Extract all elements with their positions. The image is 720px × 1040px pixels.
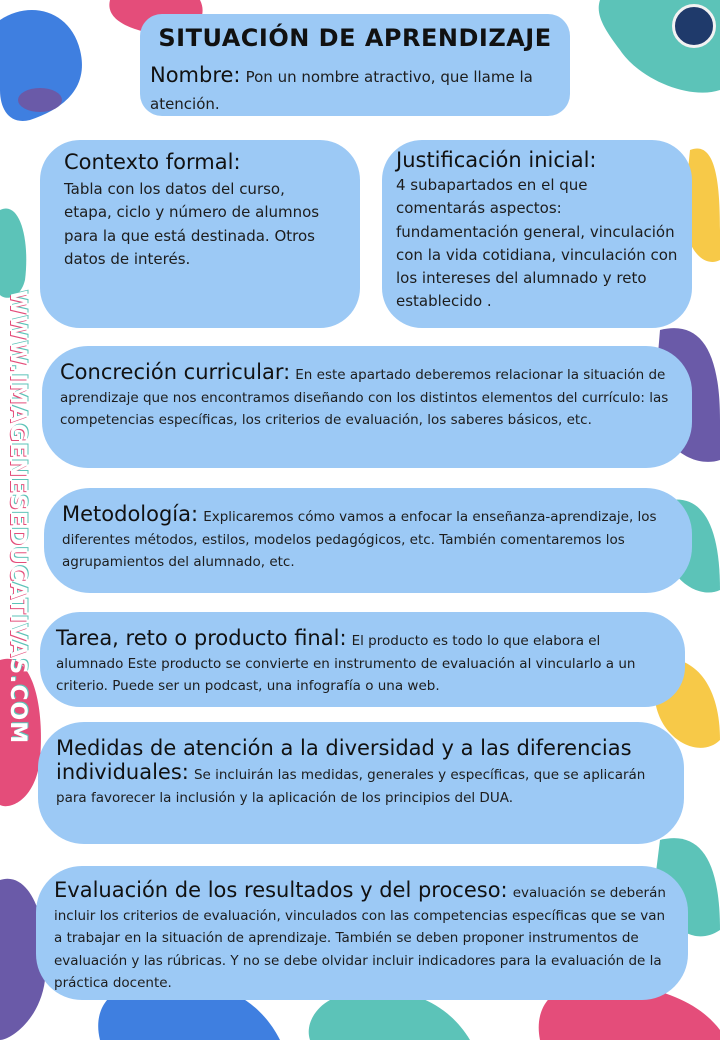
tarea-label: Tarea, reto o producto final:: [56, 626, 347, 650]
medidas-text: Se incluirán las medidas, generales y específicas, que se aplicarán para favorecer la inclusión y la aplicación de los principios del DUA.: [56, 767, 646, 806]
concrecion-box: [42, 346, 692, 468]
brand-logo: [672, 4, 716, 48]
website-watermark: WWW.IMAGENESEDUCATIVAS.COM: [5, 290, 30, 745]
metodologia-text: Explicaremos cómo vamos a enfocar la enseñanza-aprendizaje, los diferentes métodos, estilos, modelos pedagógicos, etc. También comentaremos los agrupamientos del alumnado, etc.: [62, 509, 657, 571]
evaluacion-box: [36, 866, 688, 1000]
medidas-label: Medidas de atención a la diversidad y a las diferencias individuales:: [56, 736, 632, 784]
evaluacion-text: evaluación se deberán incluir los criterios de evaluación, vinculados con las competencias específicas que se van a trabajar en la situación de aprendizaje. También se deben proponer instrumentos de evaluación y las rúbricas. Y no se debe olvidar incluir indicadores para la evaluación de la práctica docente.: [54, 885, 666, 992]
justificacion-box: [382, 140, 692, 328]
nombre-text: Pon un nombre atractivo, que llame la atención.: [150, 68, 533, 113]
tarea-box: [40, 612, 685, 707]
justificacion-text: 4 subapartados en el que comentarás aspectos: fundamentación general, vinculación con la vida cotidiana, vinculación con los intereses del alumnado y reto establecido .: [396, 176, 678, 311]
metodologia-box: [44, 488, 692, 593]
contexto-text: Tabla con los datos del curso, etapa, ciclo y número de alumnos para la que está destinada. Otros datos de interés.: [64, 180, 320, 268]
concrecion-text: En este apartado deberemos relacionar la situación de aprendizaje que nos encontramos diseñando con los distintos elementos del currículo: las competencias específicas, los criterios de evaluación, los saberes básicos, etc.: [60, 367, 669, 429]
evaluacion-label: Evaluación de los resultados y del proceso:: [54, 878, 508, 902]
tarea-text: El producto es todo lo que elabora el alumnado Este producto se convierte en instrumento de evaluación al vincularlo a un criterio. Puede ser un podcast, una infografía o una web.: [56, 633, 636, 695]
title-box: [140, 14, 570, 116]
contexto-box: [40, 140, 360, 328]
contexto-label: Contexto formal:: [64, 150, 241, 174]
nombre-label: Nombre:: [150, 63, 241, 87]
page-title: SITUACIÓN DE APRENDIZAJE: [158, 24, 552, 52]
justificacion-label: Justificación inicial:: [396, 148, 597, 172]
medidas-box: [38, 722, 684, 844]
concrecion-label: Concreción curricular:: [60, 360, 291, 384]
metodologia-label: Metodología:: [62, 502, 199, 526]
